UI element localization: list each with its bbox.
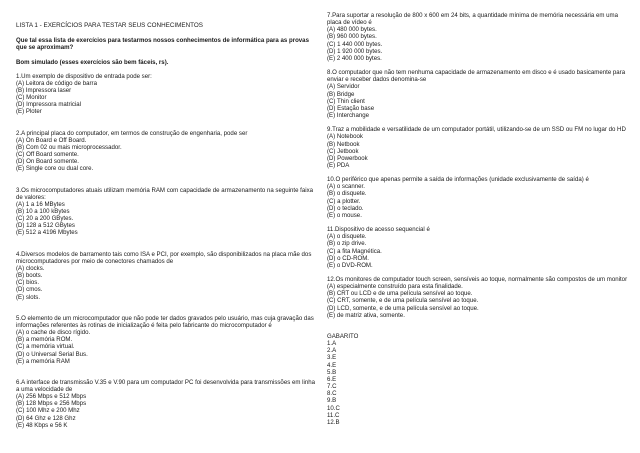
option-b: (B) 960 000 bytes. <box>327 33 377 41</box>
simulado-text: Bom simulado (esses exercícios são bem fáceis, rs). <box>16 58 169 66</box>
option-c: (C) Thin client <box>327 97 365 105</box>
option-c: (C) a fita Magnética. <box>327 247 382 255</box>
question-text: 9.Traz a mobilidade e versatilidade de um computador portátil, utilizando-se de um SSD ou FM no lugar do HD <box>327 126 626 134</box>
question-11 <box>327 226 631 269</box>
page-title: LISTA 1 - EXERCÍCIOS PARA TESTAR SEUS CONHECIMENTOS <box>16 22 203 29</box>
answer-item: 7.C <box>327 383 337 391</box>
gabarito <box>327 333 631 426</box>
question-2 <box>16 130 316 173</box>
question-text: 2.A principal placa do computador, em termos de construção de engenharia, pode ser <box>16 129 248 137</box>
option-d: (D) 1 920 000 bytes. <box>327 47 383 55</box>
answer-item: 11.C <box>327 411 340 419</box>
option-d: (D) Impressora matricial <box>16 101 82 109</box>
question-1 <box>16 73 316 116</box>
option-d: (D) o Universal Serial Bus. <box>16 350 88 358</box>
answer-item: 5.B <box>327 368 337 376</box>
option-b: (B) Impressora laser <box>16 86 72 94</box>
question-9 <box>327 126 631 169</box>
option-d: (D) Estação base <box>327 104 375 112</box>
question-text: 8.O computador que não tem nenhuma capacidade de armazenamento em disco e é usado basicamente para enviar e receber dados denomina-se <box>327 69 626 84</box>
option-b: (B) CRT ou LCD e de uma película sensível ao toque. <box>327 290 473 298</box>
option-c: (C) a memória virtual. <box>16 343 75 351</box>
option-c: (C) Jetbook <box>327 147 359 155</box>
option-d: (D) 64 Ghz e 128 Ghz <box>16 414 76 422</box>
option-b: (B) a memória ROM. <box>16 336 73 344</box>
option-e: (E) 2 400 000 bytes. <box>327 54 382 62</box>
option-d: (D) o CD-ROM. <box>327 254 369 262</box>
question-text: 6.A interface de transmissão V.35 e V.90 para um computador PC foi desenvolvida para transmissões em linha a uma velocidade de <box>16 378 315 393</box>
question-text: 12.Os monitores de computador touch screen, sensíveis ao toque, normalmente são compostos de um monitor <box>327 276 628 283</box>
option-e: (E) 512 a 4196 Mbytes <box>16 229 78 237</box>
option-e: (E) Interchange <box>327 112 370 120</box>
question-text: 7.Para suportar a resolução de 800 x 600 em 24 bits, a quantidade mínima de memória necessária em uma placa de vídeo é <box>327 12 618 27</box>
question-12 <box>327 276 631 319</box>
option-a: (A) Servidor <box>327 83 360 91</box>
option-d: (D) 128 a 512 GBytes <box>16 222 75 230</box>
question-7 <box>327 12 631 62</box>
option-a: (A) On Board e Off Board. <box>16 136 87 144</box>
option-e: (E) PDA <box>327 161 350 169</box>
option-a: (A) o cache de disco rígido. <box>16 329 91 337</box>
option-c: (C) Monitor <box>16 94 47 102</box>
option-b: (B) boots. <box>16 272 43 280</box>
option-a: (A) especialmente construído para esta finalidade. <box>327 283 463 291</box>
option-c: (C) 100 Mhz e 200 Mhz <box>16 407 80 415</box>
option-c: (C) CRT, somente, e de uma película sensível ao toque. <box>327 297 479 305</box>
option-b: (B) Com 02 ou mais microprocessador. <box>16 143 122 151</box>
option-c: (C) bios. <box>16 279 40 287</box>
option-c: (C) Off Board somente. <box>16 151 79 159</box>
answer-item: 4.E <box>327 361 337 369</box>
option-e: (E) de matriz ativa, somente. <box>327 311 405 319</box>
question-text: 10.O periférico que apenas permite a saída de informações (unidade exclusivamente de saída) é <box>327 176 589 184</box>
option-b: (B) Netbook <box>327 140 360 148</box>
option-d: (D) Powerbook <box>327 154 368 162</box>
question-text: 1.Um exemplo de dispositivo de entrada pode ser: <box>16 72 152 80</box>
question-text: 4.Diversos modelos de barramento tais como ISA e PCI, por exemplo, são disponibilizados na placa mãe dos microcomputadores por meio de conectores chamados de <box>16 250 312 265</box>
option-d: (D) o teclado. <box>327 204 364 212</box>
answer-item: 10.C <box>327 404 340 412</box>
option-a: (A) clocks. <box>16 264 45 272</box>
answer-item: 8.C <box>327 390 337 398</box>
option-d: (D) LCD, somente, e de uma película sensível ao toque. <box>327 304 479 312</box>
option-a: (A) Notebook <box>327 133 363 141</box>
question-10 <box>327 176 631 219</box>
option-c: (C) 20 a 200 GBytes. <box>16 215 74 223</box>
answer-item: 3.E <box>327 354 337 362</box>
option-e: (E) o DVD-ROM. <box>327 261 373 269</box>
question-text: 5.O elemento de um microcomputador que não pode ter dados gravados pelo usuário, mas cuja gravação das informações referentes às rotinas de inicialização é feita pelo fabricante do microcomputador é <box>16 314 314 329</box>
answer-item: 9.B <box>327 397 337 405</box>
question-text: 3.Os microcomputadores atuais utilizam memória RAM com capacidade de armazenamento na seguinte faixa de valores: <box>16 186 314 201</box>
question-8 <box>327 69 631 119</box>
option-a: (A) o scanner. <box>327 183 365 191</box>
option-b: (B) 128 Mbps e 256 Mbps <box>16 400 87 408</box>
option-e: (E) 48 Kbps e 56 K <box>16 421 68 429</box>
answer-item: 6.E <box>327 375 337 383</box>
left-column <box>16 0 316 429</box>
option-a: (A) 256 Mbps e 512 Mbps <box>16 393 87 401</box>
question-4 <box>16 251 316 301</box>
gabarito-heading: GABARITO <box>327 332 359 340</box>
answer-item: 1.A <box>327 340 337 348</box>
option-a: (A) 1 a 16 MBytes <box>16 200 65 208</box>
answer-item: 12.B <box>327 418 340 426</box>
question-text: 11.Dispositivo de acesso sequencial é <box>327 226 430 234</box>
question-5 <box>16 315 316 365</box>
question-6 <box>16 379 316 429</box>
option-a: (A) 480 000 bytes. <box>327 26 377 34</box>
right-column <box>327 0 631 426</box>
option-c: (C) 1 440 000 bytes. <box>327 40 383 48</box>
option-d: (D) On Board somente. <box>16 158 79 166</box>
option-a: (A) o disquete. <box>327 233 367 241</box>
intro-text: Que tal essa lista de exercícios para testarmos nossos conhecimentos de informática para as provas que se aproximam? <box>16 37 309 52</box>
option-b: (B) o zip drive. <box>327 240 367 248</box>
option-b: (B) Bridge <box>327 90 355 98</box>
option-e: (E) o mouse. <box>327 211 362 219</box>
option-b: (B) 10 a 100 kBytes <box>16 208 70 216</box>
question-3 <box>16 187 316 237</box>
option-e: (E) Ploter <box>16 108 42 116</box>
option-b: (B) o disquete. <box>327 190 367 198</box>
option-c: (C) a plotter. <box>327 197 361 205</box>
option-a: (A) Leitora de código de barra <box>16 79 97 87</box>
answer-item: 2.A <box>327 347 337 355</box>
option-e: (E) a memória RAM <box>16 357 70 365</box>
option-d: (D) cmos. <box>16 286 43 294</box>
option-e: (E) slots. <box>16 293 41 301</box>
option-e: (E) Single core ou dual core. <box>16 165 94 173</box>
